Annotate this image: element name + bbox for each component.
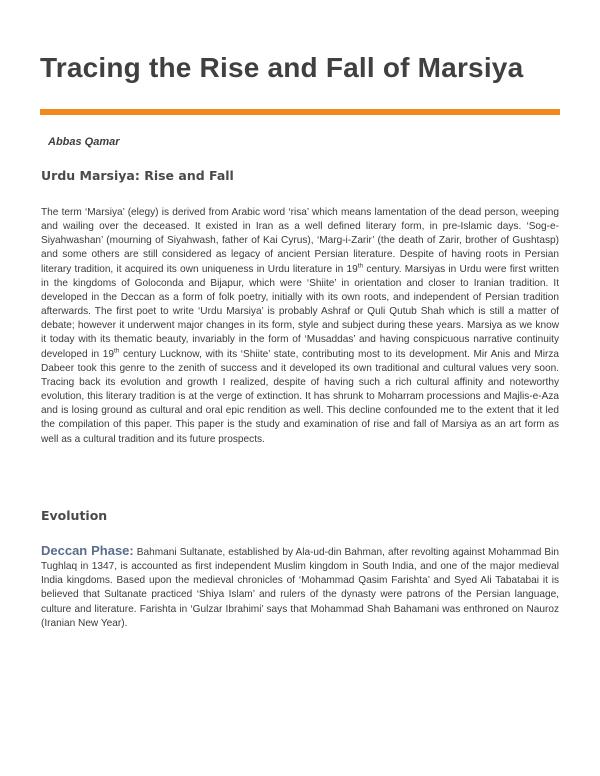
paragraph-text: century. Marsiyas in Urdu were first written in the kingdoms of Goloconda and Bijapur, which were ‘Shiite’ in orientation and closer to Iranian tradition. It developed in the Deccan as a form of folk poetry, initially with its own roots, and independent of Persian tradition afterwards. The first poet to write ‘Urdu Marsiya’ is probably Ashraf or Quli Qutub Shah which is still a matter of debate; however it underwent major changes in its form, style and subject during these years. Marsiya as we know it today with its thematic beauty, invariably in the form of ‘Musaddas’ and having conspicuous narrative continuity developed in 19 xyxy=(41,263,559,360)
deccan-phase-label: Deccan Phase: xyxy=(41,543,134,558)
section-heading-rise-and-fall: Urdu Marsiya: Rise and Fall xyxy=(41,168,234,183)
title-divider xyxy=(40,109,560,115)
section-heading-evolution: Evolution xyxy=(41,508,108,523)
section-paragraph-evolution xyxy=(41,544,559,631)
superscript: th xyxy=(113,347,120,355)
paragraph-text: Bahmani Sultanate, established by Ala-ud-din Bahman, after revolting against Mohammad Bin Tughlaq in 1347, is accounted as first independent Muslim kingdom in South India, and one of the major medieval India kingdoms. Based upon the medieval chronicles of ‘Mohammad Qasim Farishta’ and Syed Ali Tabatabai it is believed that Sultanate practiced ‘Shiya Islam’ and rulers of the dynasty were patrons of the Persian language, culture and literature. Farishta in ‘Gulzar Ibrahimi’ says that Mohammad Shah Bahamani was enthroned on Nauroz (Iranian New Year). xyxy=(41,547,559,629)
author-name: Abbas Qamar xyxy=(48,136,120,148)
paragraph-text: century Lucknow, with its ‘Shiite’ state, contributing most to its development. Mir Anis and Mirza Dabeer took this genre to the zenith of success and it developed its own traditional and cultural values very soon. Tracing back its evolution and growth I realized, despite of having such a rich cultural affinity and noteworthy evolution, this literary tradition is at the verge of extinction. It has shrunk to Moharram processions and Majlis-e-Aza and is losing ground as cultural and oral epic rendition as well. This decline confounded me to the extent that it led the compilation of this paper. This paper is the study and examination of rise and fall of Marsiya as an art form as well as a cultural tradition and its future prospects. xyxy=(41,348,559,445)
paragraph-text: The term ‘Marsiya’ (elegy) is derived from Arabic word ‘risa’ which means lamentation of the dead person, weeping and wailing over the deceased. It existed in Iran as a well defined literary form, in pre-Islamic days. ‘Sog-e-Siyahwashan’ (mourning of Siyahwash, father of Kai Cyrus), ‘Marg-i-Zarir’ (the death of Zarir, brother of Gushtasp) and some others are still considered as legacy of ancient Persian literature. Despite of having roots in Persian literary tradition, it acquired its own uniqueness in Urdu literature in 19 xyxy=(41,207,559,275)
document-title: Tracing the Rise and Fall of Marsiya xyxy=(40,52,524,83)
section-paragraph-rise-and-fall xyxy=(41,206,559,447)
superscript: th xyxy=(357,262,364,270)
